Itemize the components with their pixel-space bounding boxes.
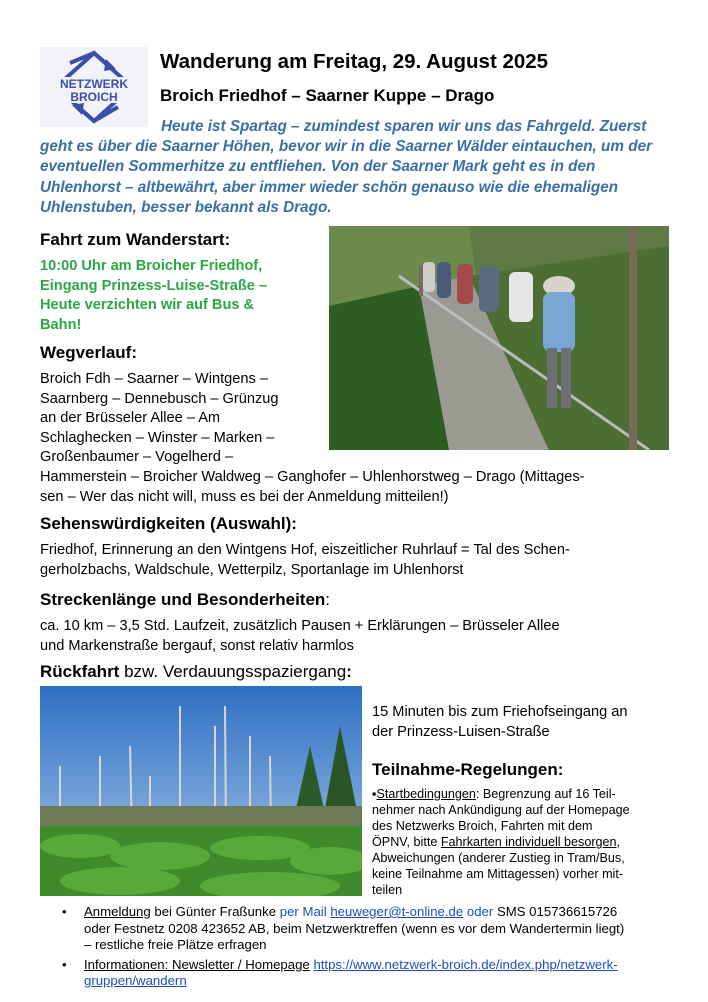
- list-item-info: • Informationen: Newsletter / Homepage https://www.netzwerk-broich.de/index.php/netzwerk- gruppen/wandern: [62, 956, 618, 989]
- sehens-text: Friedhof, Erinnerung an den Wintgens Hof, eiszeitlicher Ruhrlauf = Tal des Schen- gerholzbachs, Waldschule, Wetterpilz, Sportanlage im Uhlenhorst: [40, 542, 570, 578]
- info-list: [60, 904, 680, 993]
- bullet-icon: •: [62, 904, 67, 919]
- strecke-heading: Streckenlänge und Besonderheiten:: [40, 590, 331, 609]
- fahrt-text: 10:00 Uhr am Broicher Friedhof, Eingang Prinzess-Luise-Straße – Heute verzichten wir auf Bus & Bahn!: [40, 258, 268, 333]
- startbedingungen-label: Startbedingungen: [376, 787, 476, 801]
- rueckfahrt-heading: Rückfahrt bzw. Verdauungsspaziergang:: [40, 662, 352, 681]
- wegverlauf-text: Broich Fdh – Saarner – Wintgens – Saarnberg – Dennebusch – Grünzug an der Brüsseler Allee – Am Schlaghecken – Winster – Marken – Großenbaumer – Vogelherd – Hammerstein – Broicher Waldweg – Ganghofer – Uhlenhorstweg – Drago (Mittages- sen – Wer das nicht will, muss es bei der Anmeldung mitteilen!): [40, 371, 585, 505]
- fahrt-heading: Fahrt zum Wanderstart:: [40, 230, 231, 249]
- strecke-text: ca. 10 km – 3,5 Std. Laufzeit, zusätzlich Pausen + Erklärungen – Brüsseler Allee und Markenstraße bergauf, sonst relativ harmlos: [40, 618, 560, 654]
- intro-text: Heute ist Spartag – zumindest sparen wir uns das Fahrgeld. Zuerst geht es über die Saarner Höhen, bevor wir in die Saarner Wälder eintauchen, um der eventuellen Sommerhitze zu entfliehen. Von der Saarner Mark geht es in den Uhlenhorst – altbewährt, aber immer wieder schön genauso wie die ehemaligen Uhlenstuben, besser bekannt als Drago.: [40, 118, 653, 216]
- teilnahme-heading: Teilnahme-Regelungen:: [372, 760, 564, 779]
- homepage-link-cont[interactable]: gruppen/wandern: [84, 973, 187, 989]
- logo-text-2: BROICH: [70, 90, 118, 104]
- forest-photo: [40, 686, 362, 896]
- bullet-icon: •: [62, 956, 67, 972]
- logo-text-1: NETZWERK: [60, 77, 128, 91]
- fahrkarten-label: Fahrkarten individuell besorgen: [440, 835, 617, 849]
- rueckfahrt-text: 15 Minuten bis zum Friehofseingang an der Prinzess-Luisen-Straße: [372, 704, 628, 740]
- homepage-link[interactable]: https://www.netzwerk-broich.de/index.php/netzwerk-: [313, 956, 618, 972]
- sehens-heading: Sehenswürdigkeiten (Auswahl):: [40, 514, 297, 533]
- square-bullet-icon: ▪: [372, 787, 377, 801]
- list-item-anmeldung: • Anmeldung bei Günter Fraßunke per Mail heuweger@t-online.de oder SMS 015736615726 oder Festnetz 0208 423652 AB, beim Netzwerktreffen (wenn es vor dem Wandertermin liegt) – restliche freie Plätze erfragen: [62, 904, 625, 953]
- email-link[interactable]: heuweger@t-online.de: [330, 904, 464, 919]
- teilnahme-text: ▪Startbedingungen: Begrenzung auf 16 Teil- nehmer nach Ankündigung auf der Homepage des Netzwerks Broich, Fahrten mit dem ÖPNV, bitte Fahrkarten individuell besorgen, Abweichungen (anderer Zustieg in Tram/Bus, keine Teilnahme am Mittagessen) vorher mit- teilen: [372, 787, 630, 897]
- wegverlauf-heading: Wegverlauf:: [40, 343, 137, 362]
- netzwerk-broich-logo: [40, 47, 148, 127]
- page-title: Wanderung am Freitag, 29. August 2025: [160, 50, 549, 73]
- page-subtitle: Broich Friedhof – Saarner Kuppe – Drago: [160, 86, 495, 105]
